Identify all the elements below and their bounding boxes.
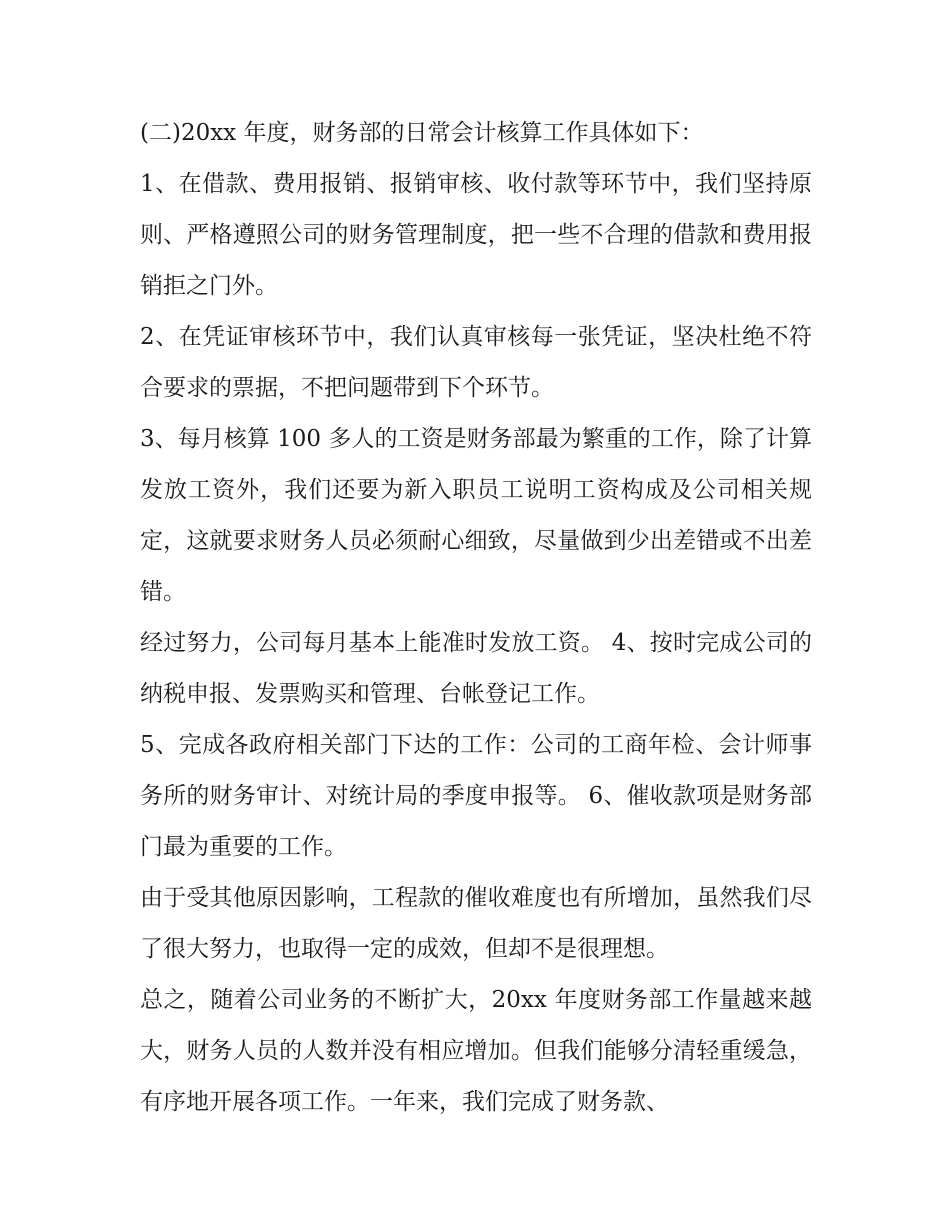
paragraph-item-2: 2、在凭证审核环节中，我们认真审核每一张凭证，坚决杜绝不符合要求的票据，不把问题带到下个环节。 <box>140 324 812 401</box>
document-body <box>140 108 812 1128</box>
paragraph-intro-heading: (二)20xx 年度，财务部的日常会计核算工作具体如下： <box>140 120 704 146</box>
paragraph-item-4: 经过努力，公司每月基本上能准时发放工资。 4、按时完成公司的纳税申报、发票购买和管理、台帐登记工作。 <box>140 630 812 707</box>
paragraph-item-3: 3、每月核算 100 多人的工资是财务部最为繁重的工作，除了计算发放工资外，我们还要为新入职员工说明工资构成及公司相关规定，这就要求财务人员必须耐心细致，尽量做到少出差错或不出差错。 <box>140 426 812 605</box>
paragraph-summary: 总之，随着公司业务的不断扩大，20xx 年度财务部工作量越来越大，财务人员的人数并没有相应增加。但我们能够分清轻重缓急，有序地开展各项工作。一年来，我们完成了财务款、 <box>140 987 812 1115</box>
paragraph-item-5-6: 5、完成各政府相关部门下达的工作：公司的工商年检、会计师事务所的财务审计、对统计局的季度申报等。 6、催收款项是财务部门最为重要的工作。 <box>140 732 812 860</box>
paragraph-collection-difficulty: 由于受其他原因影响，工程款的催收难度也有所增加，虽然我们尽了很大努力，也取得一定的成效，但却不是很理想。 <box>140 885 812 962</box>
paragraph-item-1: 1、在借款、费用报销、报销审核、收付款等环节中，我们坚持原则、严格遵照公司的财务管理制度，把一些不合理的借款和费用报销拒之门外。 <box>140 171 812 299</box>
